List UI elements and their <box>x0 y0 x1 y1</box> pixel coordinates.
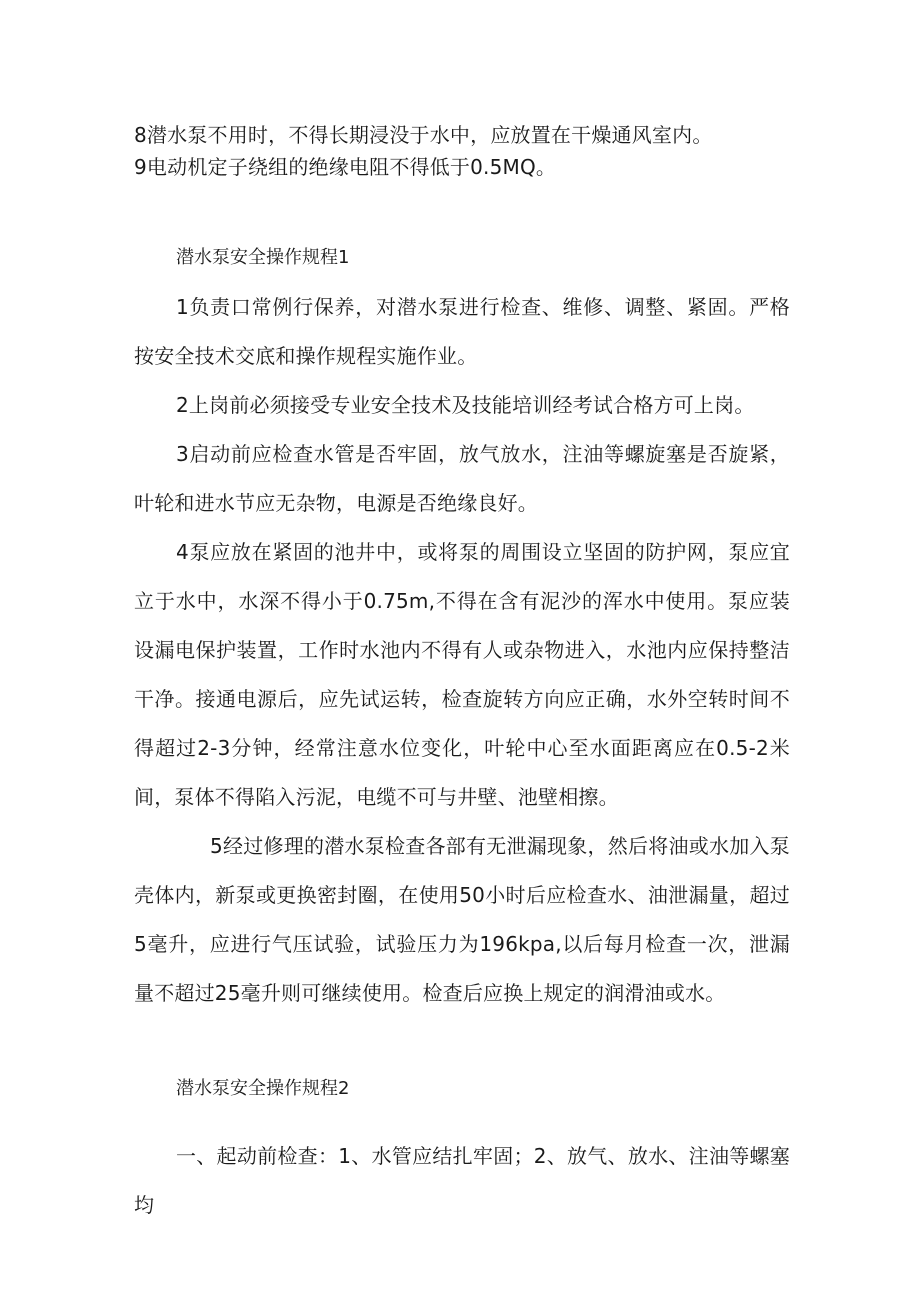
section-1-paragraph-5: 5经过修理的潜水泵检查各部有无泄漏现象，然后将油或水加入泵壳体内，新泵或更换密封圈，在使用50小时后应检查水、油泄漏量，超过5毫升，应进行气压试验，试验压力为196kpa,以后每月检查一次，泄漏量不超过25毫升则可继续使用。检查后应换上规定的润滑油或水。 <box>134 834 790 1005</box>
section-2-paragraph-1: 一、起动前检查：1、水管应结扎牢固；2、放气、放水、注油等螺塞均 <box>134 1144 790 1217</box>
section-1-paragraph-4: 4泵应放在紧固的池井中，或将泵的周围设立坚固的防护网，泵应宜立于水中，水深不得小于0.75m,不得在含有泥沙的浑水中使用。泵应装设漏电保护装置，工作时水池内不得有人或杂物进入，水池内应保持整洁干净。接通电源后，应先试运转，检查旋转方向应正确，水外空转时间不得超过2-3分钟，经常注意水位变化，叶轮中心至水面距离应在0.5-2米间，泵体不得陷入污泥，电缆不可与井壁、池壁相擦。 <box>134 540 790 809</box>
intro-item-9: 9电动机定子绕组的绝缘电阻不得低于0.5MQ。 <box>134 155 557 179</box>
section-1-paragraph-1: 1负责口常例行保养，对潜水泵进行检查、维修、调整、紧固。严格按安全技术交底和操作规程实施作业。 <box>134 295 790 368</box>
section-1-title: 潜水泵安全操作规程1 <box>176 247 350 268</box>
section-1-paragraph-2: 2上岗前必须接受专业安全技术及技能培训经考试合格方可上岗。 <box>176 393 755 417</box>
section-2-title: 潜水泵安全操作规程2 <box>176 1078 350 1099</box>
intro-item-8: 8潜水泵不用时，不得长期浸没于水中，应放置在干燥通风室内。 <box>134 123 713 147</box>
section-1-paragraph-3: 3启动前应检查水管是否牢固，放气放水，注油等螺旋塞是否旋紧，叶轮和进水节应无杂物，电源是否绝缘良好。 <box>134 442 790 515</box>
